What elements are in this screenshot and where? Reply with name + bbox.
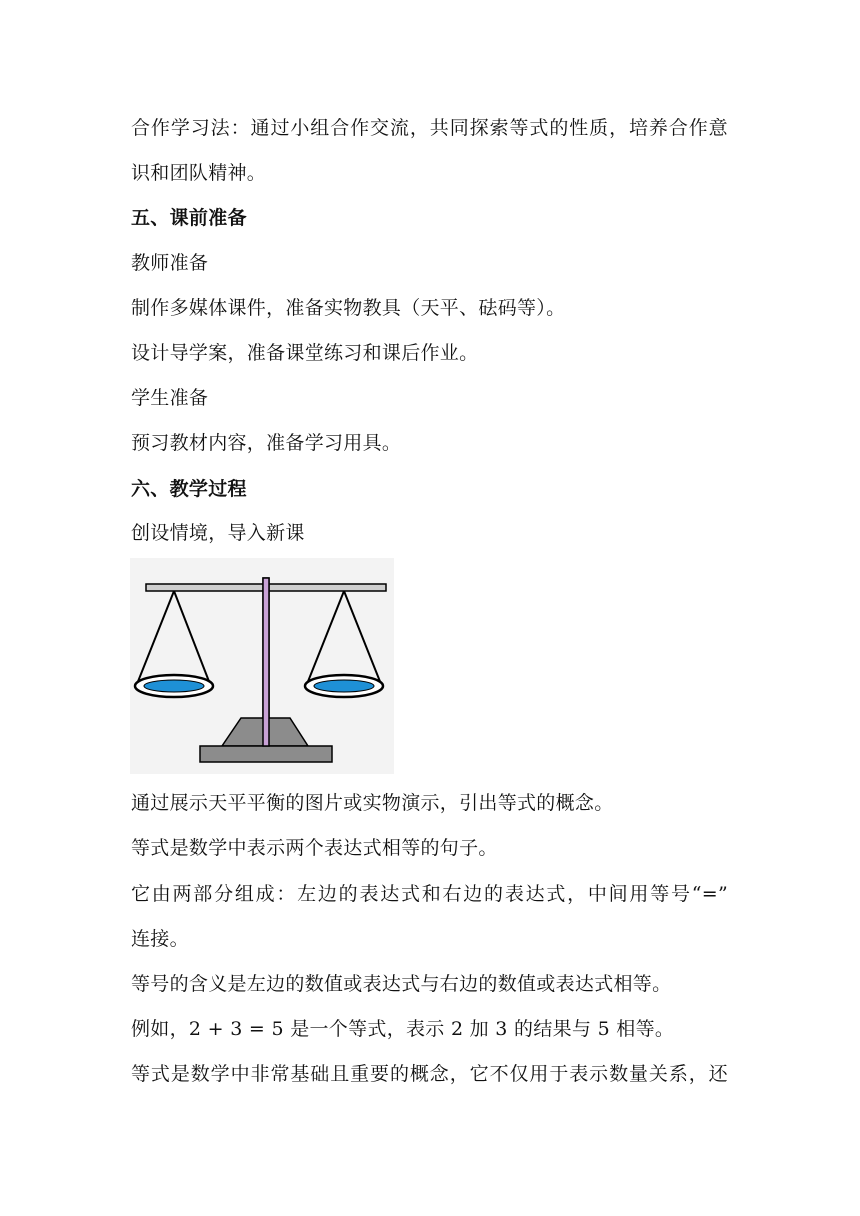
list-item: 制作多媒体课件，准备实物教具（天平、砝码等）。	[131, 297, 566, 319]
paragraph-line: 等式是数学中表示两个表达式相等的句子。	[131, 837, 498, 859]
paragraph-line: 通过展示天平平衡的图片或实物演示，引出等式的概念。	[131, 792, 614, 814]
right-string	[344, 591, 381, 684]
section-heading: 六、教学过程	[131, 478, 247, 500]
left-string	[137, 591, 174, 684]
subsection-label: 学生准备	[131, 387, 209, 409]
paragraph-line: 它由两部分组成：左边的表达式和右边的表达式，中间用等号“=”	[131, 883, 728, 905]
paragraph-line: 连接。	[131, 928, 189, 950]
subsection-label: 创设情境，导入新课	[131, 522, 305, 544]
subsection-label: 教师准备	[131, 252, 209, 274]
paragraph-line: 例如，2 + 3 = 5 是一个等式，表示 2 加 3 的结果与 5 相等。	[131, 1018, 675, 1040]
section-heading: 五、课前准备	[131, 207, 247, 229]
list-item: 设计导学案，准备课堂练习和课后作业。	[131, 342, 479, 364]
paragraph-line: 合作学习法：通过小组合作交流，共同探索等式的性质，培养合作意	[131, 117, 728, 139]
paragraph-line: 等号的含义是左边的数值或表达式与右边的数值或表达式相等。	[131, 973, 672, 995]
balance-scale-figure	[130, 558, 394, 774]
left-pan	[144, 680, 204, 692]
paragraph-line: 等式是数学中非常基础且重要的概念，它不仅用于表示数量关系，还	[131, 1063, 728, 1085]
right-pan	[314, 680, 374, 692]
left-string	[174, 591, 210, 684]
scale-base-plate	[200, 746, 332, 762]
paragraph-line: 识和团队精神。	[131, 162, 267, 184]
list-item: 预习教材内容，准备学习用具。	[131, 432, 402, 454]
balance-scale-icon	[130, 558, 394, 774]
right-string	[307, 591, 344, 684]
scale-post-front	[263, 578, 269, 746]
